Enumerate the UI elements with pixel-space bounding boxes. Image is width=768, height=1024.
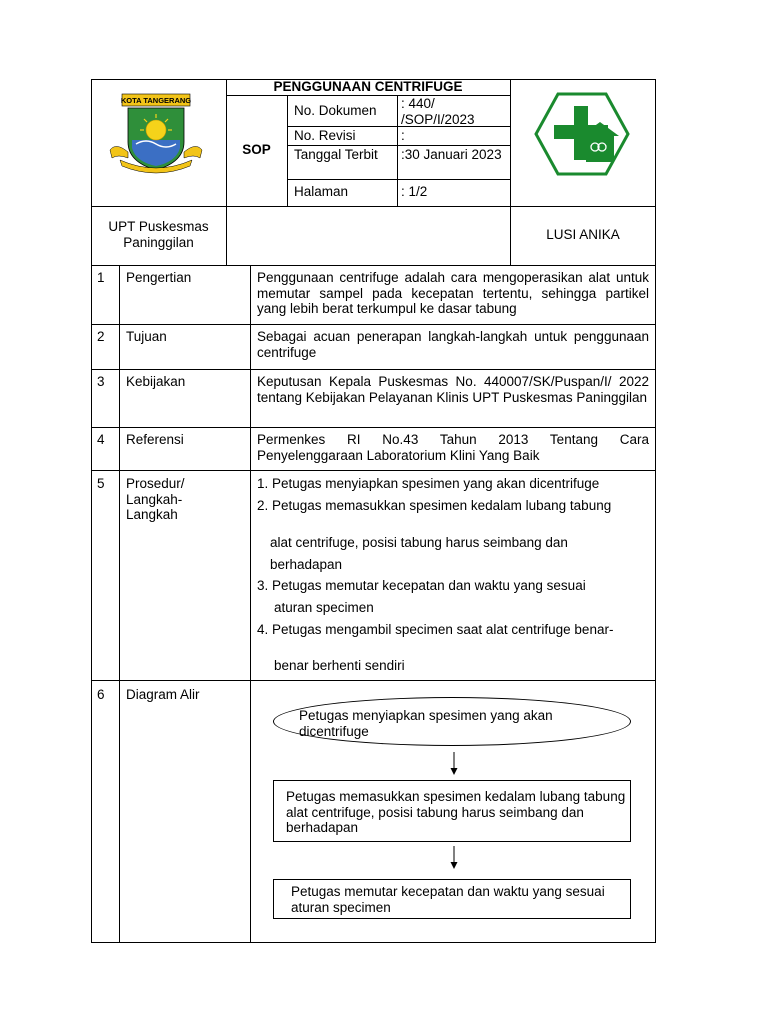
procedure-step: 3. Petugas memutar kecepatan dan waktu yang sesuai <box>257 578 586 593</box>
issue-date-label: Tanggal Terbit <box>294 147 378 162</box>
row-number: 2 <box>97 329 105 344</box>
row-number: 6 <box>97 687 105 702</box>
flow-arrow-icon <box>448 752 460 776</box>
flow-step-text: Petugas memutar kecepatan dan waktu yang sesuai aturan specimen <box>291 884 605 915</box>
row-content: Penggunaan centrifuge adalah cara mengoperasikan alat untuk memutar sampel pada kecepatan tertentu, sehingga partikel yang lebih berat terkumpul ke dasar tabung <box>257 270 649 316</box>
flow-step-text: Petugas menyiapkan spesimen yang akan dicentrifuge <box>299 708 553 739</box>
doc-number-value: : 440/ /SOP/I/2023 <box>401 96 475 127</box>
logo-caption: KOTA TANGERANG <box>120 96 192 105</box>
procedure-step: berhadapan <box>270 557 343 572</box>
revision-value: : <box>401 128 405 143</box>
puskesmas-logo <box>534 92 630 176</box>
procedure-step: alat centrifuge, posisi tabung harus seimbang dan <box>270 535 568 550</box>
row-label: Prosedur/ Langkah- Langkah <box>126 476 185 522</box>
row-number: 1 <box>97 270 105 285</box>
row-label: Kebijakan <box>126 374 186 389</box>
procedure-step: 2. Petugas memasukkan spesimen kedalam lubang tabung <box>257 498 612 513</box>
row-number: 3 <box>97 374 105 389</box>
row-number: 5 <box>97 476 105 491</box>
sop-label: SOP <box>242 142 271 157</box>
issue-date-value: :30 Januari 2023 <box>401 147 502 162</box>
row-label: Tujuan <box>126 329 167 344</box>
row-label: Referensi <box>126 432 184 447</box>
row-content: Sebagai acuan penerapan langkah-langkah untuk penggunaan centrifuge <box>257 329 649 360</box>
row-label: Pengertian <box>126 270 192 285</box>
flow-arrow-icon <box>448 846 460 870</box>
procedure-step: benar berhenti sendiri <box>274 658 405 673</box>
procedure-step: 1. Petugas menyiapkan spesimen yang akan dicentrifuge <box>257 476 600 491</box>
org-name: UPT Puskesmas Paninggilan <box>108 219 209 250</box>
sop-title: PENGGUNAAN CENTRIFUGE <box>273 79 463 94</box>
revision-label: No. Revisi <box>294 128 356 143</box>
page-label: Halaman <box>294 184 349 199</box>
row-content: Keputusan Kepala Puskesmas No. 440007/SK/Puspan/I/ 2022 tentang Kebijakan Pelayanan Klinis UPT Puskesmas Paninggilan <box>257 374 649 405</box>
procedure-step: 4. Petugas mengambil specimen saat alat centrifuge benar- <box>257 622 614 637</box>
signer-name: LUSI ANIKA <box>546 227 620 242</box>
procedure-step: aturan specimen <box>274 600 374 615</box>
doc-number-label: No. Dokumen <box>294 103 377 118</box>
flow-step-text: Petugas memasukkan spesimen kedalam lubang tabung alat centrifuge, posisi tabung harus seimbang dan berhadapan <box>286 789 626 835</box>
row-number: 4 <box>97 432 105 447</box>
page-value: : 1/2 <box>401 184 428 199</box>
row-content: Permenkes RI No.43 Tahun 2013 Tentang Cara Penyelenggaraan Laboratorium Klini Yang Baik <box>257 432 649 463</box>
row-label: Diagram Alir <box>126 687 200 702</box>
kota-tangerang-logo <box>106 92 206 176</box>
